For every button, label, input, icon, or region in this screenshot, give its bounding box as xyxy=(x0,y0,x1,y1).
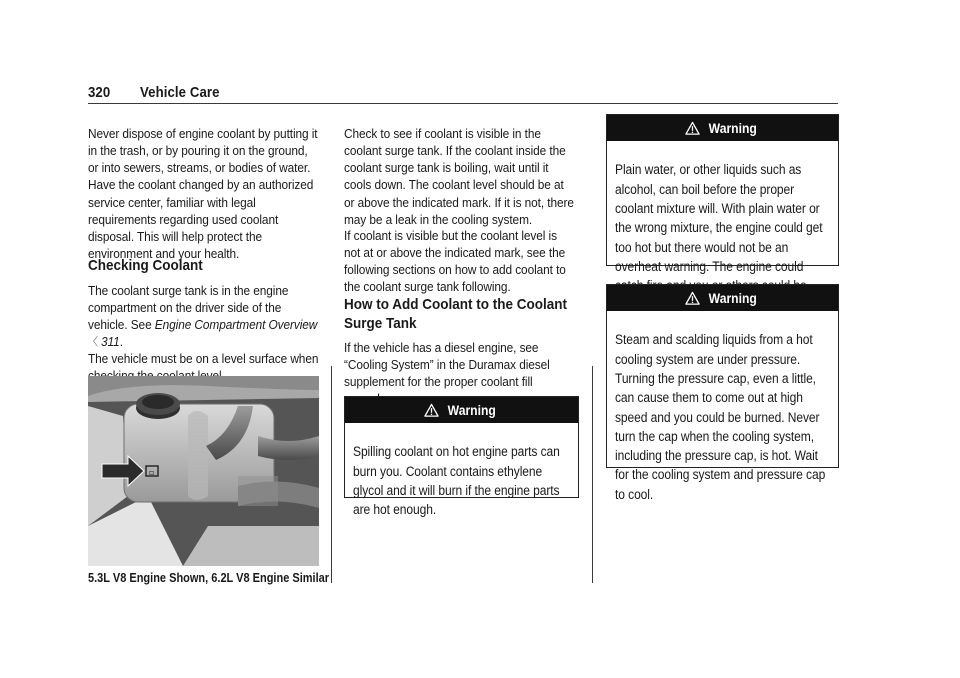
diesel-paragraph: If the vehicle has a diesel engine, see “Cooling System” in the Duramax diesel supplement for the proper coolant fill xyxy=(344,340,550,390)
engine-illustration xyxy=(88,376,319,566)
warning-box-steam xyxy=(606,284,839,502)
check-coolant-paragraph: Check to see if coolant is visible in the coolant surge tank. If the coolant inside the coolant surge tank is boiling, wait until it cools down. The coolant level should be at or above the indicated mark. If it is not, there may be a leak in the cooling system. xyxy=(344,126,574,227)
engine-compartment-photo xyxy=(88,376,319,566)
section-title: Vehicle Care xyxy=(140,84,220,101)
warning-triangle-icon xyxy=(685,291,700,306)
surge-tank-location-paragraph: The coolant surge tank is in the engine compartment on the driver side of the vehicle. See Engine Compartment Overview 〈 311. xyxy=(88,283,318,350)
warning-header xyxy=(607,115,838,141)
page-reference-icon: 〈 xyxy=(88,336,98,349)
column-divider-right xyxy=(592,366,593,583)
warning-triangle-icon xyxy=(685,121,700,136)
add-coolant-heading: How to Add Coolant to the Coolant Surge Tank xyxy=(344,296,567,332)
page-header xyxy=(88,82,838,104)
disposal-paragraph: Never dispose of engine coolant by putting it in the trash, or by pouring it on the ground, or into sewers, streams, or bodies of water. Have the coolant changed by an authorized service center, familiar with legal requirements regarding used coolant disposal. This will help protect the environment and your health. xyxy=(88,126,318,261)
figure-caption: 5.3L V8 Engine Shown, 6.2L V8 Engine Similar xyxy=(88,571,330,585)
page-reference-number[interactable]: 311 xyxy=(101,334,120,350)
warning-header xyxy=(607,285,838,311)
svg-text:▫: ▫ xyxy=(149,468,155,477)
warning-title: Warning xyxy=(447,402,497,418)
warning-triangle-icon xyxy=(424,403,439,418)
column-divider-left xyxy=(331,366,332,583)
level-surface-paragraph: The vehicle must be on a level surface when xyxy=(88,351,319,367)
warning-text: Spilling coolant on hot engine parts can burn you. Coolant contains ethylene glycol and it will burn if the engine parts are hot enough. xyxy=(353,444,560,518)
engine-compartment-link[interactable]: Engine Compartment Overview xyxy=(154,317,318,333)
coolant-level-paragraph: If coolant is visible but the coolant level is not at or above the indicated mark, see the following sections on how to add coolant to the coolant surge tank following. xyxy=(344,228,566,295)
page-number: 320 xyxy=(88,84,111,101)
warning-header xyxy=(345,397,578,423)
warning-title: Warning xyxy=(708,290,758,306)
checking-coolant-heading: Checking Coolant xyxy=(88,257,203,275)
warning-box-spilling xyxy=(344,396,579,518)
warning-title: Warning xyxy=(708,120,758,136)
warning-box-plain-water xyxy=(606,114,839,274)
warning-text: Plain water, or other liquids such as alcohol, can boil before the proper coolant mixture will. With plain water or the wrong mixture, the engine could get too hot but there would not be an overheat warning. The engine could xyxy=(615,162,823,274)
header-rule xyxy=(88,103,838,104)
warning-text: Steam and scalding liquids from a hot cooling system are under pressure. Turning the pressure cap, even a little, can cause them to come out at high speed and you could be burned. Never turn the cap when the cooling system, including the pressure cap, is hot. Wait for the cooling system and pressure cap to cool. xyxy=(615,332,826,502)
